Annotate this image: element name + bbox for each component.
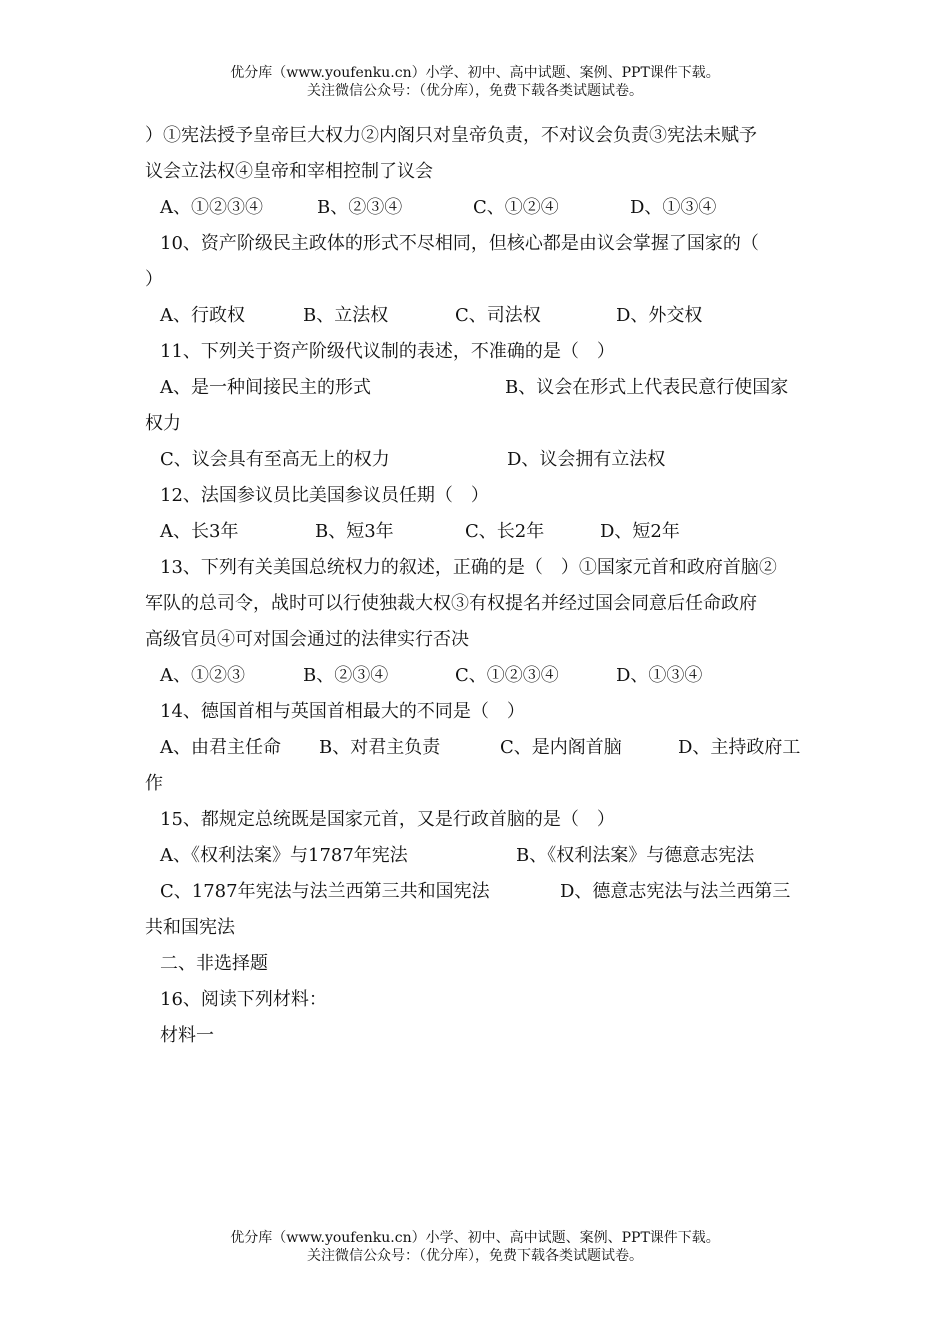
option-d: D、外交权	[616, 305, 703, 326]
footer-line-2: 关注微信公众号：（优分库），免费下载各类试题试卷。	[307, 1248, 643, 1264]
q10-stem-cont: ）	[145, 269, 163, 290]
header-line-1: 优分库（www.youfenku.cn）小学、初中、高中试题、案例、PPT课件下载。	[230, 65, 720, 81]
q15-options-cd	[145, 874, 810, 910]
option-b: B、《权利法案》与德意志宪法	[516, 845, 755, 866]
option-d: D、①③④	[616, 665, 703, 686]
option-c: C、长2年	[465, 521, 545, 542]
q12-options	[145, 514, 810, 550]
option-c: C、①②③④	[455, 665, 559, 686]
option-a: A、由君主任命	[160, 737, 281, 758]
option-a: A、《权利法案》与1787年宪法	[160, 845, 408, 866]
option-d: D、①③④	[630, 197, 717, 218]
q13-stem-cont: 高级官员④可对国会通过的法律实行否决	[145, 629, 469, 650]
option-a: A、行政权	[160, 305, 245, 326]
q15-option-d-cont: 共和国宪法	[145, 917, 235, 938]
footer-line-1: 优分库（www.youfenku.cn）小学、初中、高中试题、案例、PPT课件下载。	[230, 1230, 720, 1246]
option-c: C、是内阁首脑	[500, 737, 622, 758]
page-footer	[0, 1229, 950, 1265]
option-b: B、短3年	[315, 521, 394, 542]
option-d: D、主持政府工	[678, 737, 801, 758]
q15-stem: 15、都规定总统既是国家元首，又是行政首脑的是（ ）	[160, 809, 615, 830]
page-header	[0, 64, 950, 100]
q11-option-b-cont: 权力	[145, 413, 181, 434]
option-d: D、德意志宪法与法兰西第三	[560, 881, 791, 902]
q15-options-ab	[145, 838, 810, 874]
option-b: B、议会在形式上代表民意行使国家	[505, 377, 789, 398]
q11-options-cd	[145, 442, 810, 478]
option-a: A、长3年	[160, 521, 239, 542]
section-title: 二、非选择题	[160, 953, 268, 974]
q13-stem-cont: 军队的总司令，战时可以行使独裁大权③有权提名并经过国会同意后任命政府	[145, 593, 757, 614]
q13-stem: 13、下列有关美国总统权力的叙述，正确的是（ ）①国家元首和政府首脑②	[160, 557, 777, 578]
q12-stem: 12、法国参议员比美国参议员任期（ ）	[160, 485, 489, 506]
option-b: B、对君主负责	[319, 737, 441, 758]
header-line-2: 关注微信公众号：（优分库），免费下载各类试题试卷。	[307, 83, 643, 99]
q16-stem: 16、阅读下列材料：	[160, 989, 327, 1010]
q10-stem: 10、资产阶级民主政体的形式不尽相同，但核心都是由议会掌握了国家的（	[160, 233, 759, 254]
question-content	[145, 118, 810, 1054]
q11-options-ab	[145, 370, 810, 406]
option-c: C、议会具有至高无上的权力	[160, 449, 390, 470]
option-a: A、①②③④	[160, 197, 263, 218]
q13-options	[145, 658, 810, 694]
material-label: 材料一	[160, 1025, 214, 1046]
option-b: B、②③④	[303, 665, 389, 686]
option-b: B、立法权	[303, 305, 389, 326]
q11-stem: 11、下列关于资产阶级代议制的表述，不准确的是（ ）	[160, 341, 615, 362]
option-c: C、①②④	[473, 197, 559, 218]
option-b: B、②③④	[317, 197, 403, 218]
option-c: C、1787年宪法与法兰西第三共和国宪法	[160, 881, 490, 902]
option-c: C、司法权	[455, 305, 541, 326]
q10-options	[145, 298, 810, 334]
q9-stem-line: 议会立法权④皇帝和宰相控制了议会	[145, 161, 433, 182]
option-a: A、①②③	[160, 665, 245, 686]
q14-option-d-cont: 作	[145, 773, 163, 794]
option-a: A、是一种间接民主的形式	[160, 377, 371, 398]
q14-stem: 14、德国首相与英国首相最大的不同是（ ）	[160, 701, 525, 722]
option-d: D、短2年	[600, 521, 680, 542]
option-d: D、议会拥有立法权	[507, 449, 666, 470]
q14-options	[145, 730, 810, 766]
q9-options	[145, 190, 810, 226]
q9-stem-line: ）①宪法授予皇帝巨大权力②内阁只对皇帝负责，不对议会负责③宪法未赋予	[145, 125, 757, 146]
